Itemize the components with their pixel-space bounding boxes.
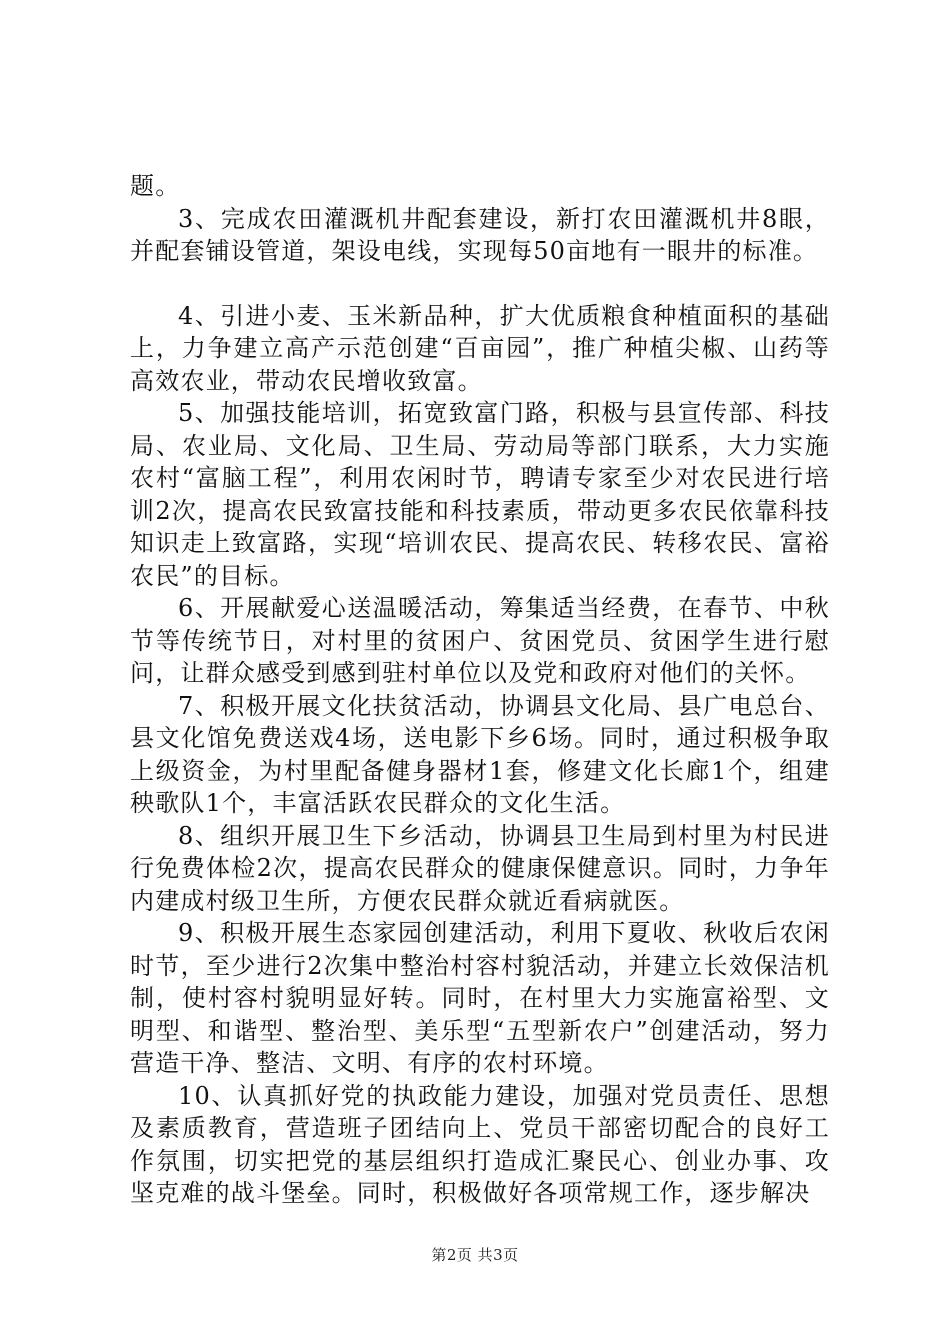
paragraph-item-8: 8、组织开展卫生下乡活动，协调县卫生局到村里为村民进行免费体检2次，提高农民群众的健康保健意识。同时，力争年内建成村级卫生所，方便农民群众就近看病就医。 — [130, 821, 830, 915]
paragraph-item-6: 6、开展献爱心送温暖活动，筹集适当经费，在春节、中秋节等传统节日，对村里的贫困户、贫困党员、贫困学生进行慰问，让群众感受到感到驻村单位以及党和政府对他们的关怀。 — [130, 594, 830, 687]
page-number-footer: 第2页 共3页 — [431, 1246, 519, 1264]
paragraph-item-5: 5、加强技能培训，拓宽致富门路，积极与县宣传部、科技局、农业局、文化局、卫生局、劳动局等部门联系，大力实施农村“富脑工程”，利用农闲时节，聘请专家至少对农民进行培训2次，提高农民致富技能和科技素质，带动更多农民依靠科技知识走上致富路，实现“培训农民、提高农民、转移农民、富裕农民”的目标。 — [130, 399, 830, 590]
paragraph-item-4: 4、引进小麦、玉米新品种，扩大优质粮食种植面积的基础上，力争建立高产示范创建“百亩园”，推广种植尖椒、山药等高效农业，带动农民增收致富。 — [130, 301, 830, 395]
document-body — [130, 170, 830, 1210]
paragraph-continuation: 题。 — [130, 172, 181, 200]
paragraph-item-7: 7、积极开展文化扶贫活动，协调县文化局、县广电总台、县文化馆免费送戏4场，送电影下乡6场。同时，通过积极争取上级资金，为村里配备健身器材1套，修建文化长廊1个，组建秧歌队1个，丰富活跃农民群众的文化生活。 — [130, 691, 830, 817]
paragraph-item-3: 3、完成农田灌溉机井配套建设，新打农田灌溉机井8眼，并配套铺设管道，架设电线，实现每50亩地有一眼井的标准。 — [130, 204, 830, 265]
paragraph-item-9: 9、积极开展生态家园创建活动，利用下夏收、秋收后农闲时节，至少进行2次集中整治村容村貌活动，并建立长效保洁机制，使村容村貌明显好转。同时，在村里大力实施富裕型、文明型、和谐型、整治型、美乐型“五型新农户”创建活动，努力营造干净、整洁、文明、有序的农村环境。 — [130, 919, 830, 1077]
paragraph-item-10: 10、认真抓好党的执政能力建设，加强对党员责任、思想及素质教育，营造班子团结向上、党员干部密切配合的良好工作氛围，切实把党的基层组织打造成汇聚民心、创业办事、攻坚克难的战斗堡垒。同时，积极做好各项常规工作，逐步解决 — [130, 1081, 830, 1207]
